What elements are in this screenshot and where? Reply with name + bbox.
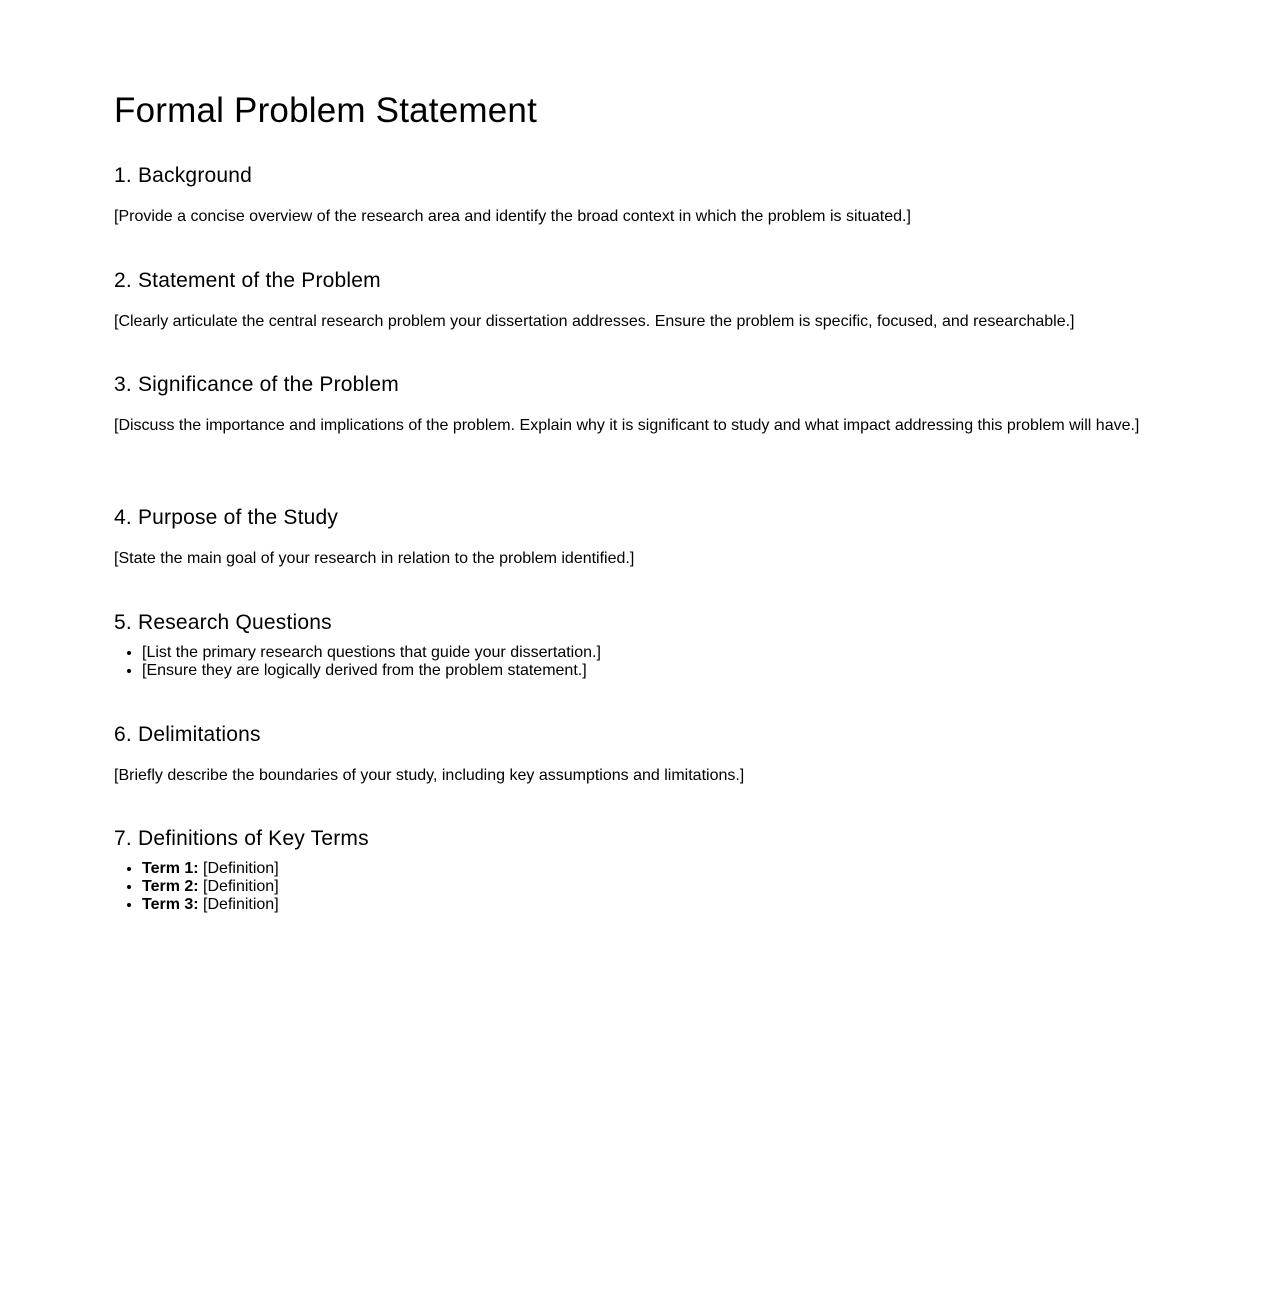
section-statement-of-problem [114,269,1154,336]
term-definition: [Definition] [198,878,279,895]
term-label: Term 1: [142,860,199,877]
research-questions-list [114,644,1154,680]
list-item: • [List the primary research questions that guide your dissertation.] [142,644,1154,662]
section-significance [114,373,1154,440]
page-title: Formal Problem Statement [114,91,538,130]
list-item: • [Ensure they are logically derived from the problem statement.] [142,662,1154,680]
section-purpose [114,506,1154,573]
list-item [142,896,1154,914]
section-heading: 2. Statement of the Problem [114,269,381,292]
section-text: [Discuss the importance and implications of the problem. Explain why it is significant to study and what impact addressing this problem will have.] [114,417,1140,434]
section-background [114,164,1154,231]
section-delimitations [114,723,1154,790]
section-text: [Clearly articulate the central research problem your dissertation addresses. Ensure the problem is specific, focused, and researchable.] [114,313,1075,330]
term-label: Term 2: [142,878,199,895]
section-heading: 3. Significance of the Problem [114,373,399,396]
section-heading: 7. Definitions of Key Terms [114,827,369,850]
section-heading: 6. Delimitations [114,723,261,746]
term-definition: [Definition] [198,896,279,913]
section-text: [Provide a concise overview of the research area and identify the broad context in which the problem is situated.] [114,208,911,225]
section-research-questions [114,611,1154,680]
section-definitions [114,827,1154,914]
section-text: [State the main goal of your research in relation to the problem identified.] [114,550,635,567]
section-heading: 5. Research Questions [114,611,332,634]
list-item [142,860,1154,878]
section-heading: 4. Purpose of the Study [114,506,339,529]
term-definition: [Definition] [198,860,279,877]
term-label: Term 3: [142,896,199,913]
list-item [142,878,1154,896]
definitions-list [114,860,1154,914]
section-text: [Briefly describe the boundaries of your study, including key assumptions and limitations.] [114,767,745,784]
section-heading: 1. Background [114,164,253,187]
